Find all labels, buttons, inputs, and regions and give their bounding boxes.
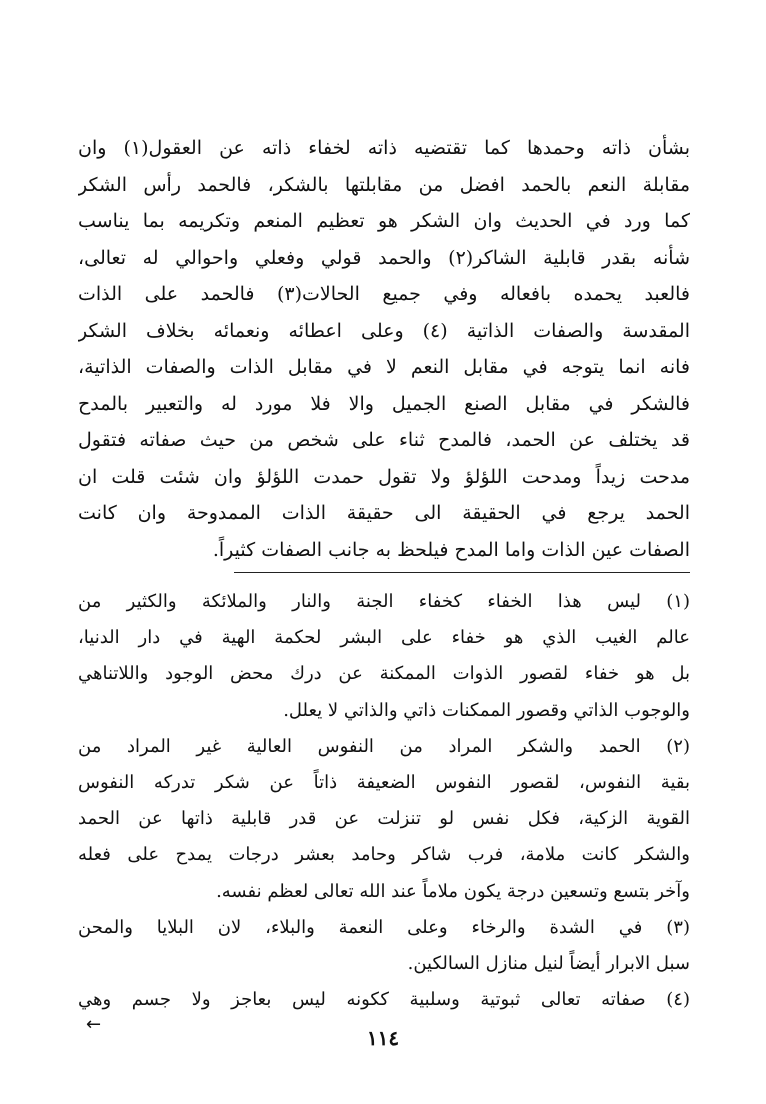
text-line: المقدسة والصفات الذاتية (٤) وعلى اعطائه ونعمائه بخلاف الشكر (78, 319, 690, 342)
text-line: قد يختلف عن الحمد، فالمدح ثناء على شخص من حيث صفاته فتقول (78, 429, 690, 451)
footnote-line: (١) ليس هذا الخفاء كخفاء الجنة والنار والملائكة والكثير من (78, 591, 690, 612)
footnote-line: والشكر كانت ملامة، فرب شاكر وحامد بعشر درجات يمدح على فعله (78, 844, 690, 866)
main-text (78, 130, 690, 568)
footnote-line: وآخر بتسع وتسعين درجة يكون ملاماً عند الله تعالى لعظم نفسه. (216, 880, 690, 902)
text-line: مدحت زيداً ومدحت اللؤلؤ ولا تقول حمدت اللؤلؤ وان شئت قلت ان (78, 465, 690, 488)
text-line: الحمد يرجع في الحقيقة الى حقيقة الذات الممدوحة وان كانت (78, 502, 690, 524)
text-line: فالعبد يحمده بافعاله وفي جميع الحالات(٣) فالحمد على الذات (78, 283, 690, 305)
text-line: فانه انما يتوجه في مقابل النعم لا في مقابل الذات والصفات الذاتية، (78, 356, 690, 378)
footnote-divider (234, 572, 690, 573)
footnotes (78, 584, 690, 1018)
footnote-line: (٤) صفاته تعالى ثبوتية وسلبية ككونه ليس بعاجز ولا جسم وهي (78, 989, 690, 1011)
footnote-line: والوجوب الذاتي وقصور الممكنات ذاتي والذاتي لا يعلل. (283, 699, 690, 721)
text-line: كما ورد في الحديث وان الشكر هو تعظيم المنعم وتكريمه بما يناسب (78, 210, 690, 232)
text-line: بشأن ذاته وحمدها كما تقتضيه ذاته لخفاء ذاته عن العقول(١) وان (78, 137, 690, 159)
footnote-line: بقية النفوس، لقصور النفوس الضعيفة ذاتاً عن شكر تدركه النفوس (78, 771, 690, 793)
footnote-line: بل هو خفاء لقصور الذوات الممكنة عن درك محض الوجود واللاتناهي (78, 663, 690, 685)
footnote-line: سبل الابرار أيضاً لنيل منازل السالكين. (407, 952, 690, 974)
footnote-line: (٢) الحمد والشكر المراد من النفوس العالية غير المراد من (78, 735, 690, 757)
text-line: شأنه بقدر قابلية الشاكر(٢) والحمد قولي وفعلي واحوالي له تعالى، (78, 246, 690, 269)
text-line: الصفات عين الذات واما المدح فيلحظ به جانب الصفات كثيراً. (212, 538, 690, 561)
continuation-arrow-icon: ← (86, 1014, 102, 1035)
page-number: ١١٤ (366, 1026, 400, 1050)
footnote-line: (٣) في الشدة والرخاء وعلى النعمة والبلاء، لان البلايا والمحن (78, 916, 690, 938)
text-line: مقابلة النعم بالحمد افضل من مقابلتها بالشكر، فالحمد رأس الشكر (78, 173, 690, 196)
footnote-line: القوية الزكية، فكل نفس لو تنزلت عن قدر قابلية ذاتها عن الحمد (78, 808, 690, 830)
footnote-line: عالم الغيب الذي هو خفاء على البشر لحكمة الهية في دار الدنيا، (78, 627, 690, 649)
text-line: فالشكر في مقابل الصنع الجميل والا فلا مورد له والتعبير بالمدح (78, 392, 690, 415)
